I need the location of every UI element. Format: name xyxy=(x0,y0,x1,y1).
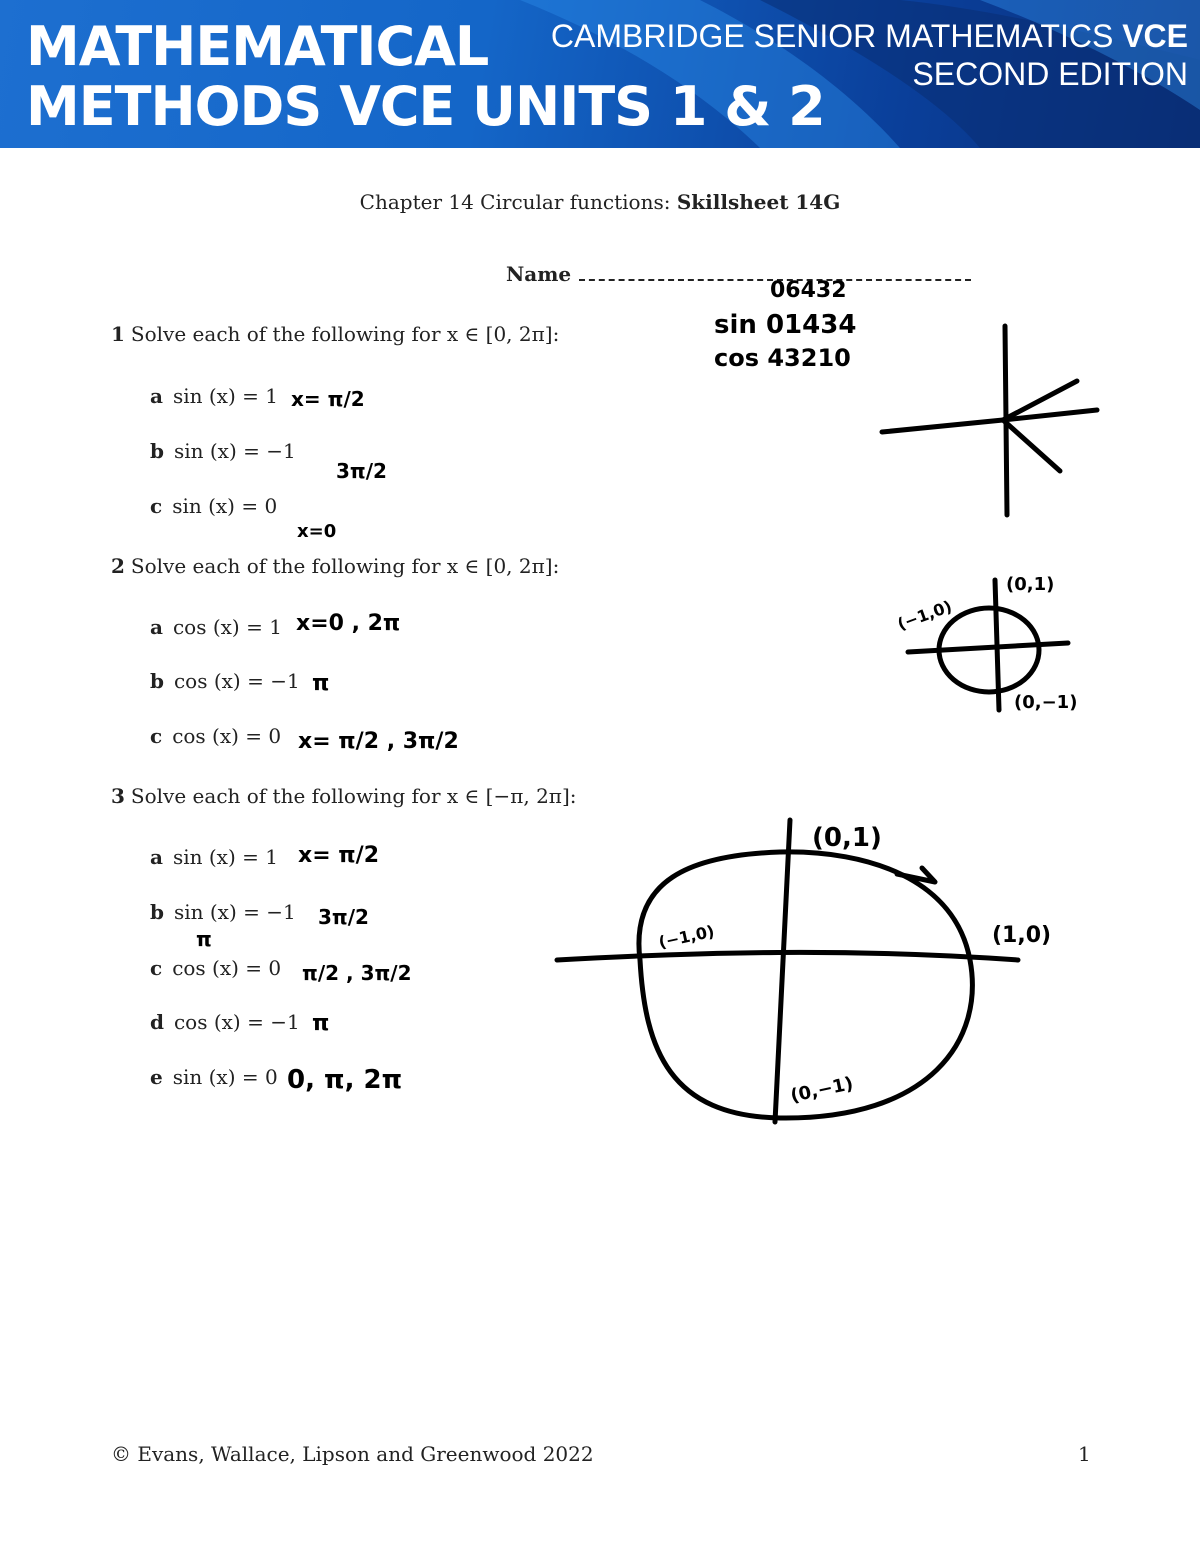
sketch-ray-2 xyxy=(1003,420,1060,471)
edition-label: SECOND EDITION xyxy=(912,56,1188,92)
question-prompt: Solve each of the following for x ∈ [−π, 2π]: xyxy=(130,784,577,808)
skillsheet-title: Skillsheet 14G xyxy=(676,190,841,214)
part-letter: e xyxy=(150,1065,163,1089)
name-label: Name xyxy=(506,262,572,286)
answer-3a: x= π/2 xyxy=(298,843,380,868)
answer-2c: x= π/2 , 3π/2 xyxy=(298,729,459,754)
part-expression: cos (x) = −1 xyxy=(173,669,300,693)
small-circle-label-bottom: (0,−1) xyxy=(1014,692,1078,713)
answer-3d: π xyxy=(312,1011,330,1036)
question-number: 3 xyxy=(111,784,125,808)
part-expression: sin (x) = −1 xyxy=(173,439,296,463)
part-expression: sin (x) = 1 xyxy=(172,845,278,869)
answer-3e: 0, π, 2π xyxy=(287,1065,403,1095)
cos-values-row: cos 43210 xyxy=(714,344,851,372)
answer-2a: x=0 , 2π xyxy=(296,611,401,636)
part-expression: cos (x) = 0 xyxy=(172,956,282,980)
sin-values-row: sin 01434 xyxy=(714,310,857,340)
question-prompt: Solve each of the following for x ∈ [0, 2π]: xyxy=(130,322,560,346)
part-letter: b xyxy=(150,669,164,693)
copyright-footer: © Evans, Wallace, Lipson and Greenwood 2022 xyxy=(111,1442,594,1466)
answer-1a: x= π/2 xyxy=(291,387,365,411)
sketch-axis-horizontal xyxy=(882,410,1097,432)
small-circle-label-left: (−1,0) xyxy=(894,596,955,634)
small-circle-label-top: (0,1) xyxy=(1006,574,1055,595)
part-expression: sin (x) = 0 xyxy=(172,1065,278,1089)
big-circle-label-right: (1,0) xyxy=(992,923,1052,948)
part-expression: cos (x) = 0 xyxy=(172,724,282,748)
part-letter: c xyxy=(150,724,163,748)
part-expression: cos (x) = −1 xyxy=(173,1010,300,1034)
answer-3b-extra: π xyxy=(196,927,212,951)
big-circle-label-left: (−1,0) xyxy=(656,921,716,952)
small-circle-axis-horizontal xyxy=(908,643,1068,652)
answer-3b: 3π/2 xyxy=(318,905,369,929)
series-vce: VCE xyxy=(1122,18,1188,54)
part-letter: c xyxy=(150,494,163,518)
answer-3c: π/2 , 3π/2 xyxy=(302,961,412,985)
book-title-line1: MATHEMATICAL xyxy=(26,15,489,78)
answer-1b: 3π/2 xyxy=(336,459,387,483)
chapter-title: Chapter 14 Circular functions: xyxy=(359,190,677,214)
part-letter: a xyxy=(150,615,163,639)
part-letter: a xyxy=(150,845,163,869)
part-letter: a xyxy=(150,384,163,408)
direction-arrow xyxy=(897,868,935,882)
part-expression: sin (x) = −1 xyxy=(173,900,296,924)
answer-1c: x=0 xyxy=(297,521,337,542)
book-title-line2: METHODS VCE UNITS 1 & 2 xyxy=(26,75,825,138)
question-prompt: Solve each of the following for x ∈ [0, 2π]: xyxy=(130,554,560,578)
question-number: 2 xyxy=(111,554,125,578)
part-letter: c xyxy=(150,956,163,980)
answer-2b: π xyxy=(312,671,330,696)
part-letter: d xyxy=(150,1010,164,1034)
series-prefix: CAMBRIDGE SENIOR MATHEMATICS xyxy=(550,18,1123,54)
big-circle-label-top: (0,1) xyxy=(812,823,882,853)
part-expression: cos (x) = 1 xyxy=(172,615,282,639)
big-circle-label-bottom: (0,−1) xyxy=(788,1073,856,1107)
question-number: 1 xyxy=(111,322,125,346)
big-unit-circle xyxy=(639,852,972,1118)
part-letter: b xyxy=(150,439,164,463)
part-letter: b xyxy=(150,900,164,924)
big-circle-axis-vertical xyxy=(775,820,790,1122)
name-scribble: 06432 xyxy=(770,278,847,303)
part-expression: sin (x) = 1 xyxy=(172,384,278,408)
part-expression: sin (x) = 0 xyxy=(172,494,278,518)
big-circle-axis-horizontal xyxy=(557,952,1018,960)
page-number: 1 xyxy=(1078,1442,1091,1466)
